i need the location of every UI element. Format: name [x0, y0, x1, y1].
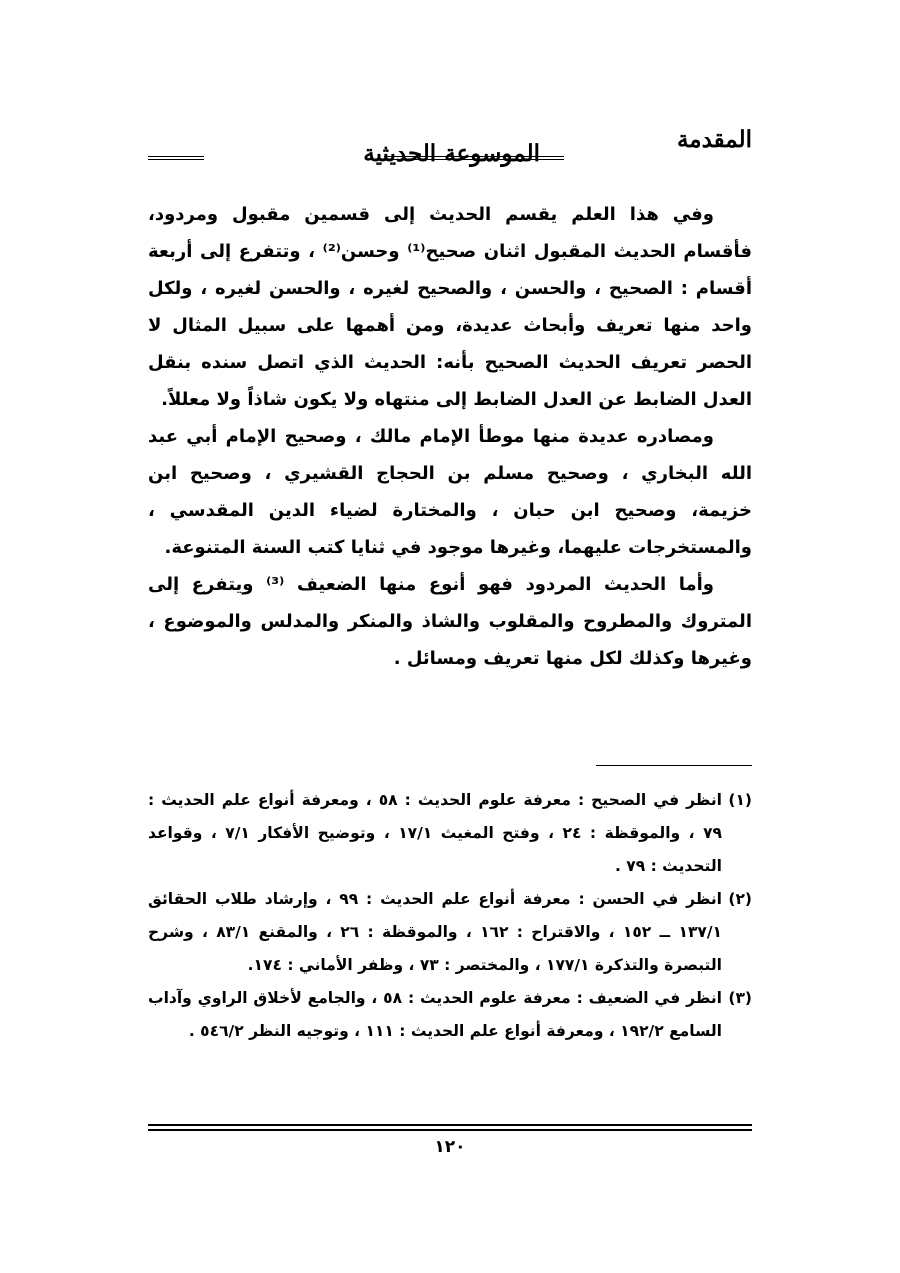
body-text [148, 196, 752, 677]
paragraph: وأما الحديث المردود فهو أنوع منها الضعيف ⁽³⁾ ويتفرع إلى المتروك والمطروح والمقلوب والشاذ والمنكر والمدلس والموضوع ، وغيرها وكذلك لكل منها تعريف ومسائل . [148, 574, 752, 669]
paragraph: وفي هذا العلم يقسم الحديث إلى قسمين مقبول ومردود، فأقسام الحديث المقبول اثنان صحيح⁽¹⁾ وحسن⁽²⁾ ، وتتفرع إلى أربعة أقسام : الصحيح ، والحسن ، والصحيح لغيره ، والحسن لغيره ، ولكل واحد منها تعريف وأبحاث عديدة، ومن أهمها على سبيل المثال لا الحصر تعريف الحديث الصحيح بأنه: الحديث الذي اتصل سنده بنقل العدل الضابط عن العدل الضابط إلى منتهاه ولا يكون شاذاً ولا معللاً. [148, 204, 752, 410]
paragraph: ومصادره عديدة منها موطأ الإمام مالك ، وصحيح الإمام أبي عبد الله البخاري ، وصحيح مسلم بن الحجاج القشيري ، وصحيح ابن خزيمة، وصحيح ابن حبان ، والمختارة لضياء الدين المقدسي ، والمستخرجات عليهما، وغيرها موجود في ثنايا كتب السنة المتنوعة. [148, 426, 752, 558]
header-rule-left [384, 156, 564, 160]
footnote-text: انظر في الحسن : معرفة أنواع علم الحديث : ٩٩ ، وإرشاد طلاب الحقائق ١٣٧/١ ــ ١٥٢ ، والاقتراح : ١٦٢ ، والموقظة : ٢٦ ، والمقنع ٨٣/١ ، وشرح التبصرة والتذكرة ١٧٧/١ ، والمختصر : ٧٣ ، وظفر الأماني : ١٧٤. [148, 890, 723, 974]
footer-rule [148, 1124, 752, 1131]
page-number: ١٢٠ [434, 1137, 466, 1157]
footnote-separator [596, 765, 752, 766]
footnote-number: (١) [728, 791, 752, 809]
series-title: الموسوعة الحديثية [363, 140, 540, 167]
header-rule-far-left [148, 156, 204, 160]
footnote [148, 784, 752, 883]
section-title: المقدمة [676, 126, 752, 153]
footnote [148, 982, 752, 1048]
footnotes [148, 784, 752, 1048]
footnote-number: (٣) [728, 989, 752, 1007]
footnote-text: انظر في الضعيف : معرفة علوم الحديث : ٥٨ ، والجامع لأخلاق الراوي وآداب السامع ١٩٢/٢ ، ومعرفة أنواع علم الحديث : ١١١ ، وتوجيه النظر ٥٤٦/٢ . [148, 989, 722, 1040]
footnote-number: (٢) [728, 890, 752, 908]
page-header [148, 118, 752, 170]
footnote-text: انظر في الصحيح : معرفة علوم الحديث : ٥٨ ، ومعرفة أنواع علم الحديث : ٧٩ ، والموقظة : ٢٤ ، وفتح المغيث ١٧/١ ، وتوضيح الأفكار ٧/١ ، وقواعد التحديث : ٧٩ . [148, 791, 722, 875]
footnote [148, 883, 752, 982]
